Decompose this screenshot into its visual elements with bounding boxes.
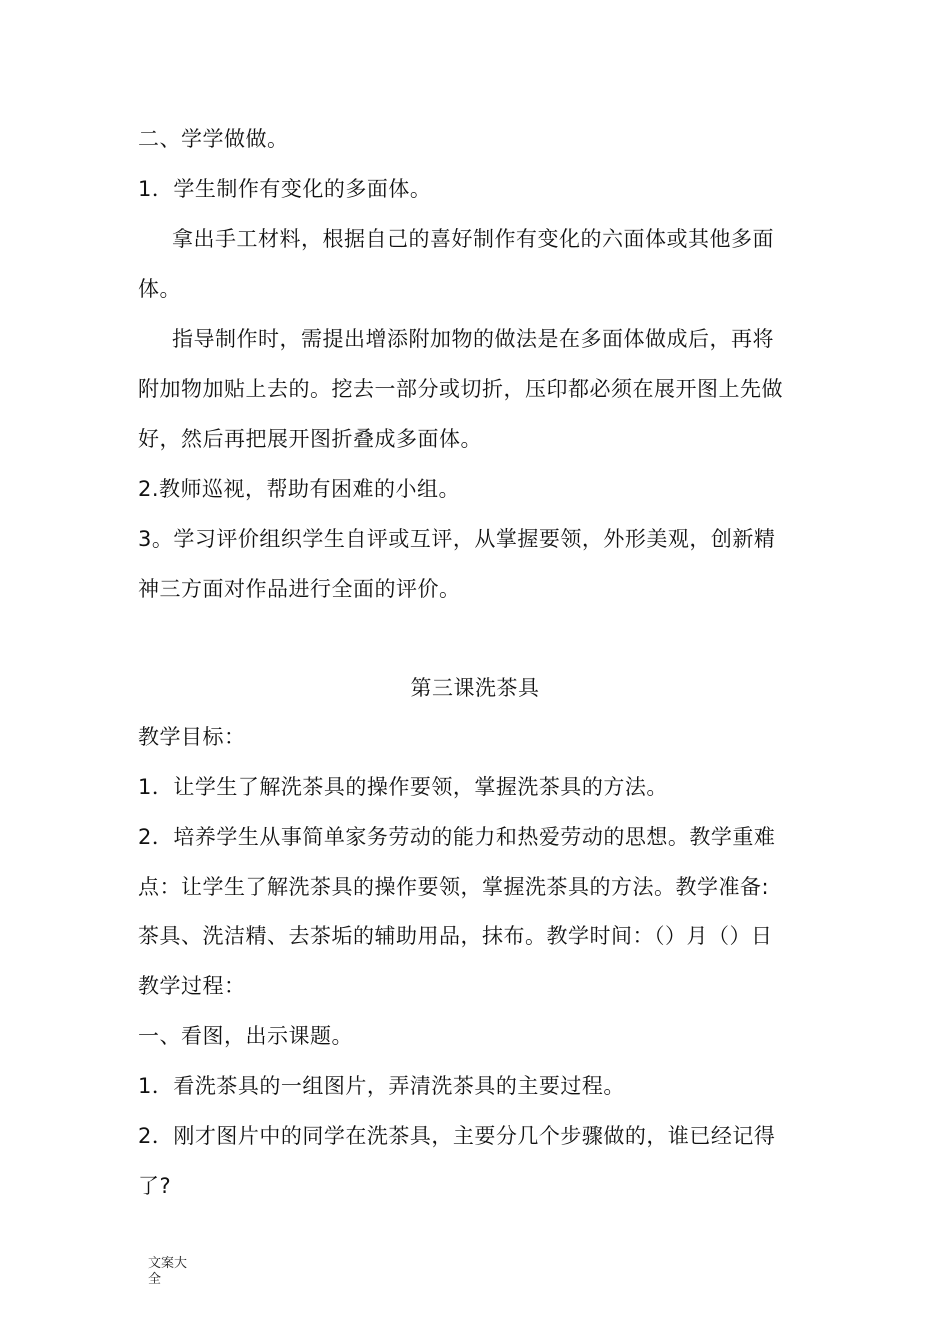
paragraph-line: 好，然后再把展开图折叠成多面体。 bbox=[138, 427, 482, 451]
list-item: 2．刚才图片中的同学在洗茶具，主要分几个步骤做的，谁已经记得 bbox=[138, 1124, 776, 1148]
section-heading: 二、学学做做。 bbox=[138, 127, 289, 151]
paragraph-line: 点：让学生了解洗茶具的操作要领，掌握洗茶具的方法。教学准备: bbox=[138, 875, 770, 899]
section-heading: 一、看图，出示课题。 bbox=[138, 1024, 353, 1048]
paragraph-line: 拿出手工材料，根据自己的喜好制作有变化的六面体或其他多面 bbox=[172, 227, 774, 251]
list-item: 2.教师巡视，帮助有困难的小组。 bbox=[138, 477, 461, 501]
paragraph-line: 神三方面对作品进行全面的评价。 bbox=[138, 577, 461, 601]
list-item: 1．让学生了解洗茶具的操作要领，掌握洗茶具的方法。 bbox=[138, 775, 668, 799]
goals-label: 教学目标： bbox=[138, 725, 246, 749]
paragraph-line: 指导制作时，需提出增添附加物的做法是在多面体做成后，再将 bbox=[172, 327, 774, 351]
paragraph-line: 附加物加贴上去的。挖去一部分或切折，压印都必须在展开图上先做 bbox=[138, 377, 783, 401]
footer-text: 文案大全 bbox=[148, 1256, 188, 1287]
paragraph-line: 体。 bbox=[138, 277, 181, 301]
paragraph-line: 了? bbox=[138, 1174, 172, 1198]
list-item: 2．培养学生从事简单家务劳动的能力和热爱劳动的思想。教学重难 bbox=[138, 825, 776, 849]
lesson-title: 第三课洗茶具 bbox=[410, 676, 540, 700]
list-item: 1．学生制作有变化的多面体。 bbox=[138, 177, 432, 201]
list-item: 3。学习评价组织学生自评或互评，从掌握要领，外形美观，创新精 bbox=[138, 527, 776, 551]
process-label: 教学过程： bbox=[138, 974, 246, 998]
list-item: 1．看洗茶具的一组图片，弄清洗茶具的主要过程。 bbox=[138, 1074, 625, 1098]
paragraph-line: 茶具、洗洁精、去茶垢的辅助用品，抹布。教学时间：（）月（）日 bbox=[138, 924, 773, 948]
